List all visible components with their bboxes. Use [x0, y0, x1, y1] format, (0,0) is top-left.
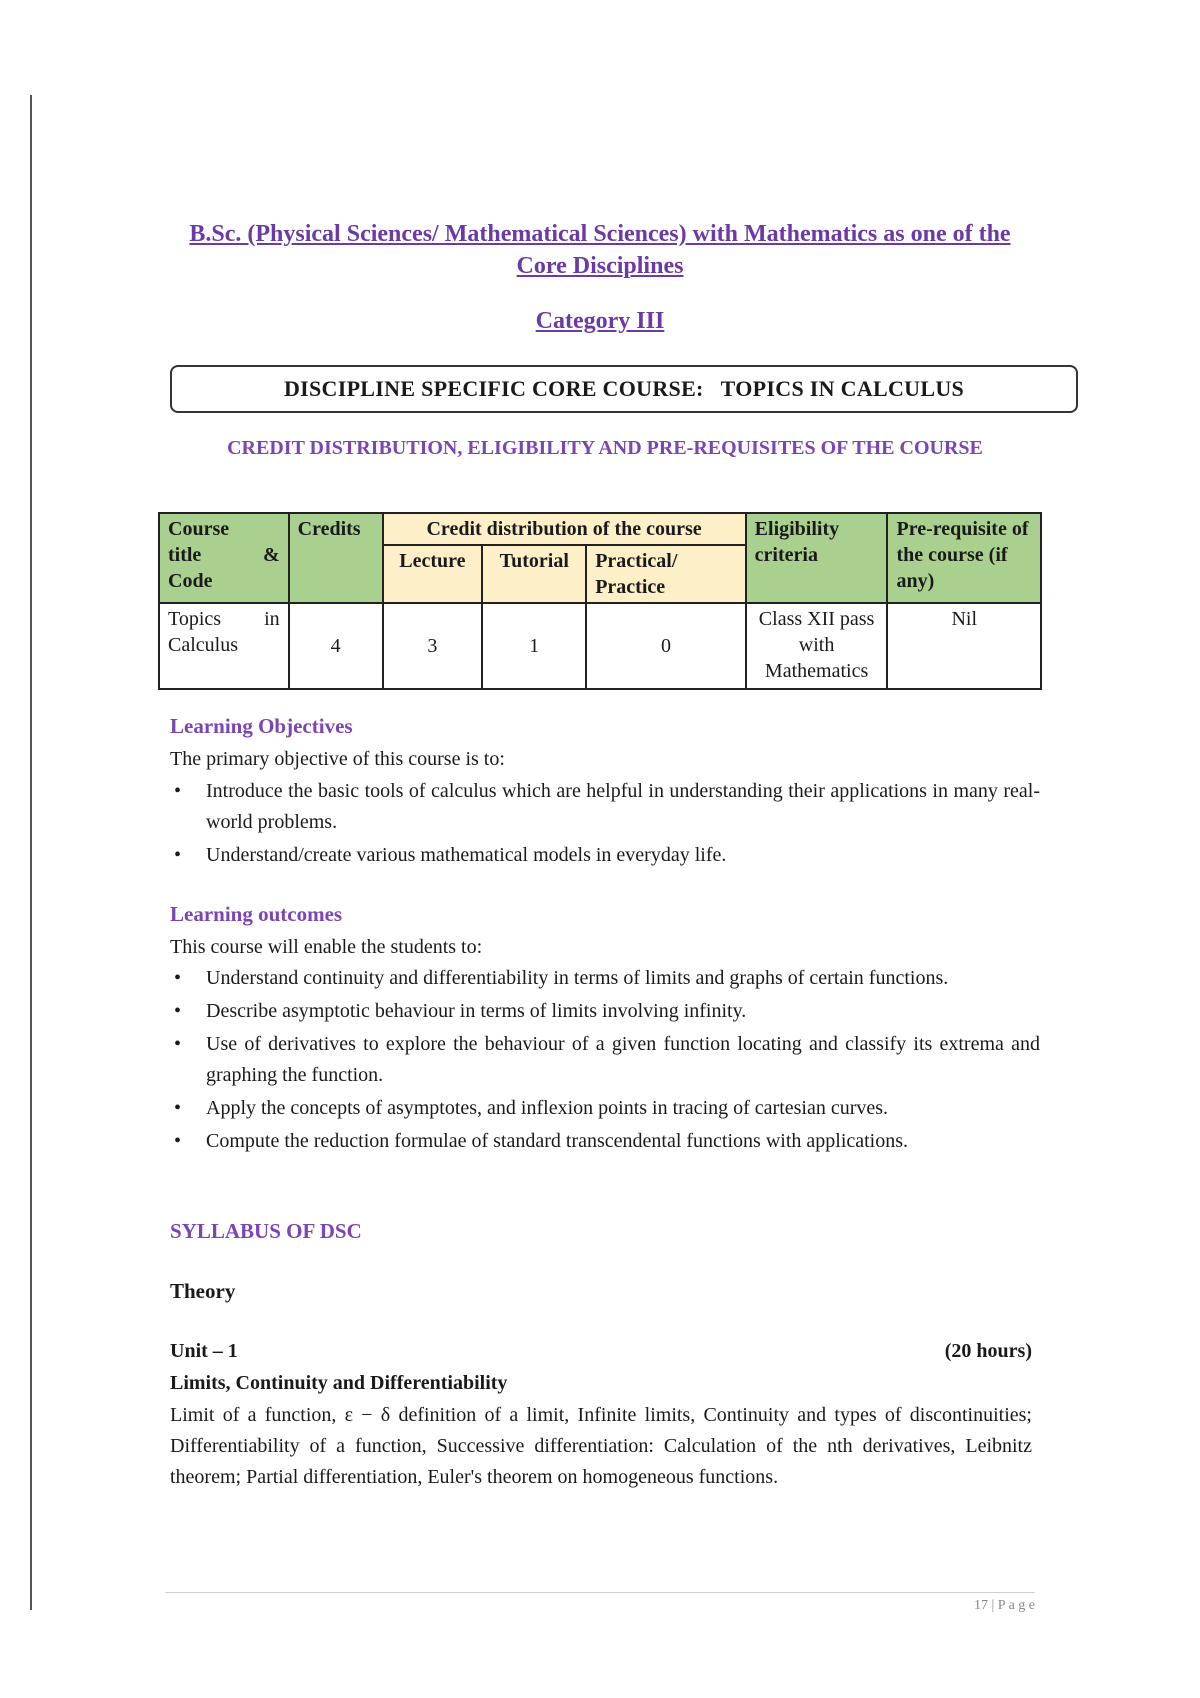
cell-prerequisite: Nil	[887, 603, 1041, 689]
list-item: • Apply the concepts of asymptotes, and inflexion points in tracing of cartesian curves.	[170, 1093, 1040, 1124]
page-title: B.Sc. (Physical Sciences/ Mathematical Sciences) with Mathematics as one of the Core Disciplines	[189, 221, 1011, 279]
page-number: 17 | P a g e	[974, 1598, 1035, 1613]
list-item: • Describe asymptotic behaviour in terms of limits involving infinity.	[170, 996, 1040, 1027]
outcomes-intro: This course will enable the students to:	[170, 936, 483, 958]
objectives-intro: The primary objective of this course is to:	[170, 748, 505, 770]
list-item: • Understand/create various mathematical models in everyday life.	[170, 840, 1040, 871]
category-heading: Category III	[535, 308, 665, 334]
cell-lecture: 3	[383, 603, 483, 689]
theory-heading: Theory	[170, 1279, 236, 1303]
header-lecture: Lecture	[383, 545, 483, 603]
header-eligibility: Eligibility criteria	[746, 513, 888, 603]
list-item: • Compute the reduction formulae of standard transcendental functions with applications.	[170, 1126, 1040, 1157]
cell-course-name: Topics in Calculus	[159, 603, 289, 689]
unit-header	[170, 1340, 1032, 1363]
objectives-list	[170, 776, 1040, 873]
unit-hours: (20 hours)	[944, 1340, 1032, 1362]
objectives-heading: Learning Objectives	[170, 714, 353, 738]
header-practical: Practical/ Practice	[586, 545, 745, 603]
credit-table	[158, 512, 1042, 690]
header-credit-distribution: Credit distribution of the course	[383, 513, 746, 545]
header-tutorial: Tutorial	[482, 545, 586, 603]
list-item: • Use of derivatives to explore the behaviour of a given function locating and classify its extrema and graphing the function.	[170, 1029, 1040, 1091]
outcomes-heading: Learning outcomes	[170, 902, 343, 926]
header-course-title: Course title & Code	[159, 513, 289, 603]
outcomes-list	[170, 963, 1040, 1159]
cell-credits: 4	[289, 603, 383, 689]
syllabus-heading: SYLLABUS OF DSC	[170, 1219, 362, 1243]
footer-rule	[165, 1592, 1035, 1593]
unit-title: Limits, Continuity and Differentiability	[170, 1372, 508, 1394]
course-title-box: DISCIPLINE SPECIFIC CORE COURSE: TOPICS IN CALCULUS	[170, 365, 1078, 413]
header-prerequisite: Pre-requisite of the course (if any)	[887, 513, 1041, 603]
credit-distribution-heading: CREDIT DISTRIBUTION, ELIGIBILITY AND PRE-REQUISITES OF THE COURSE	[227, 437, 983, 459]
header-credits: Credits	[289, 513, 383, 603]
unit-body: Limit of a function, ε − δ definition of a limit, Infinite limits, Continuity and types of discontinuities; Differentiability of a function, Successive differentiation: Calculation of the nth derivatives, Leibnitz theorem; Partial differentiation, Euler's theorem on homogeneous functions.	[170, 1404, 1032, 1488]
unit-label: Unit – 1	[170, 1340, 238, 1362]
cell-practical: 0	[586, 603, 745, 689]
list-item: • Understand continuity and differentiability in terms of limits and graphs of certain functions.	[170, 963, 1040, 994]
list-item: • Introduce the basic tools of calculus which are helpful in understanding their applications in many real-world problems.	[170, 776, 1040, 838]
cell-eligibility: Class XII pass with Mathematics	[746, 603, 888, 689]
cell-tutorial: 1	[482, 603, 586, 689]
